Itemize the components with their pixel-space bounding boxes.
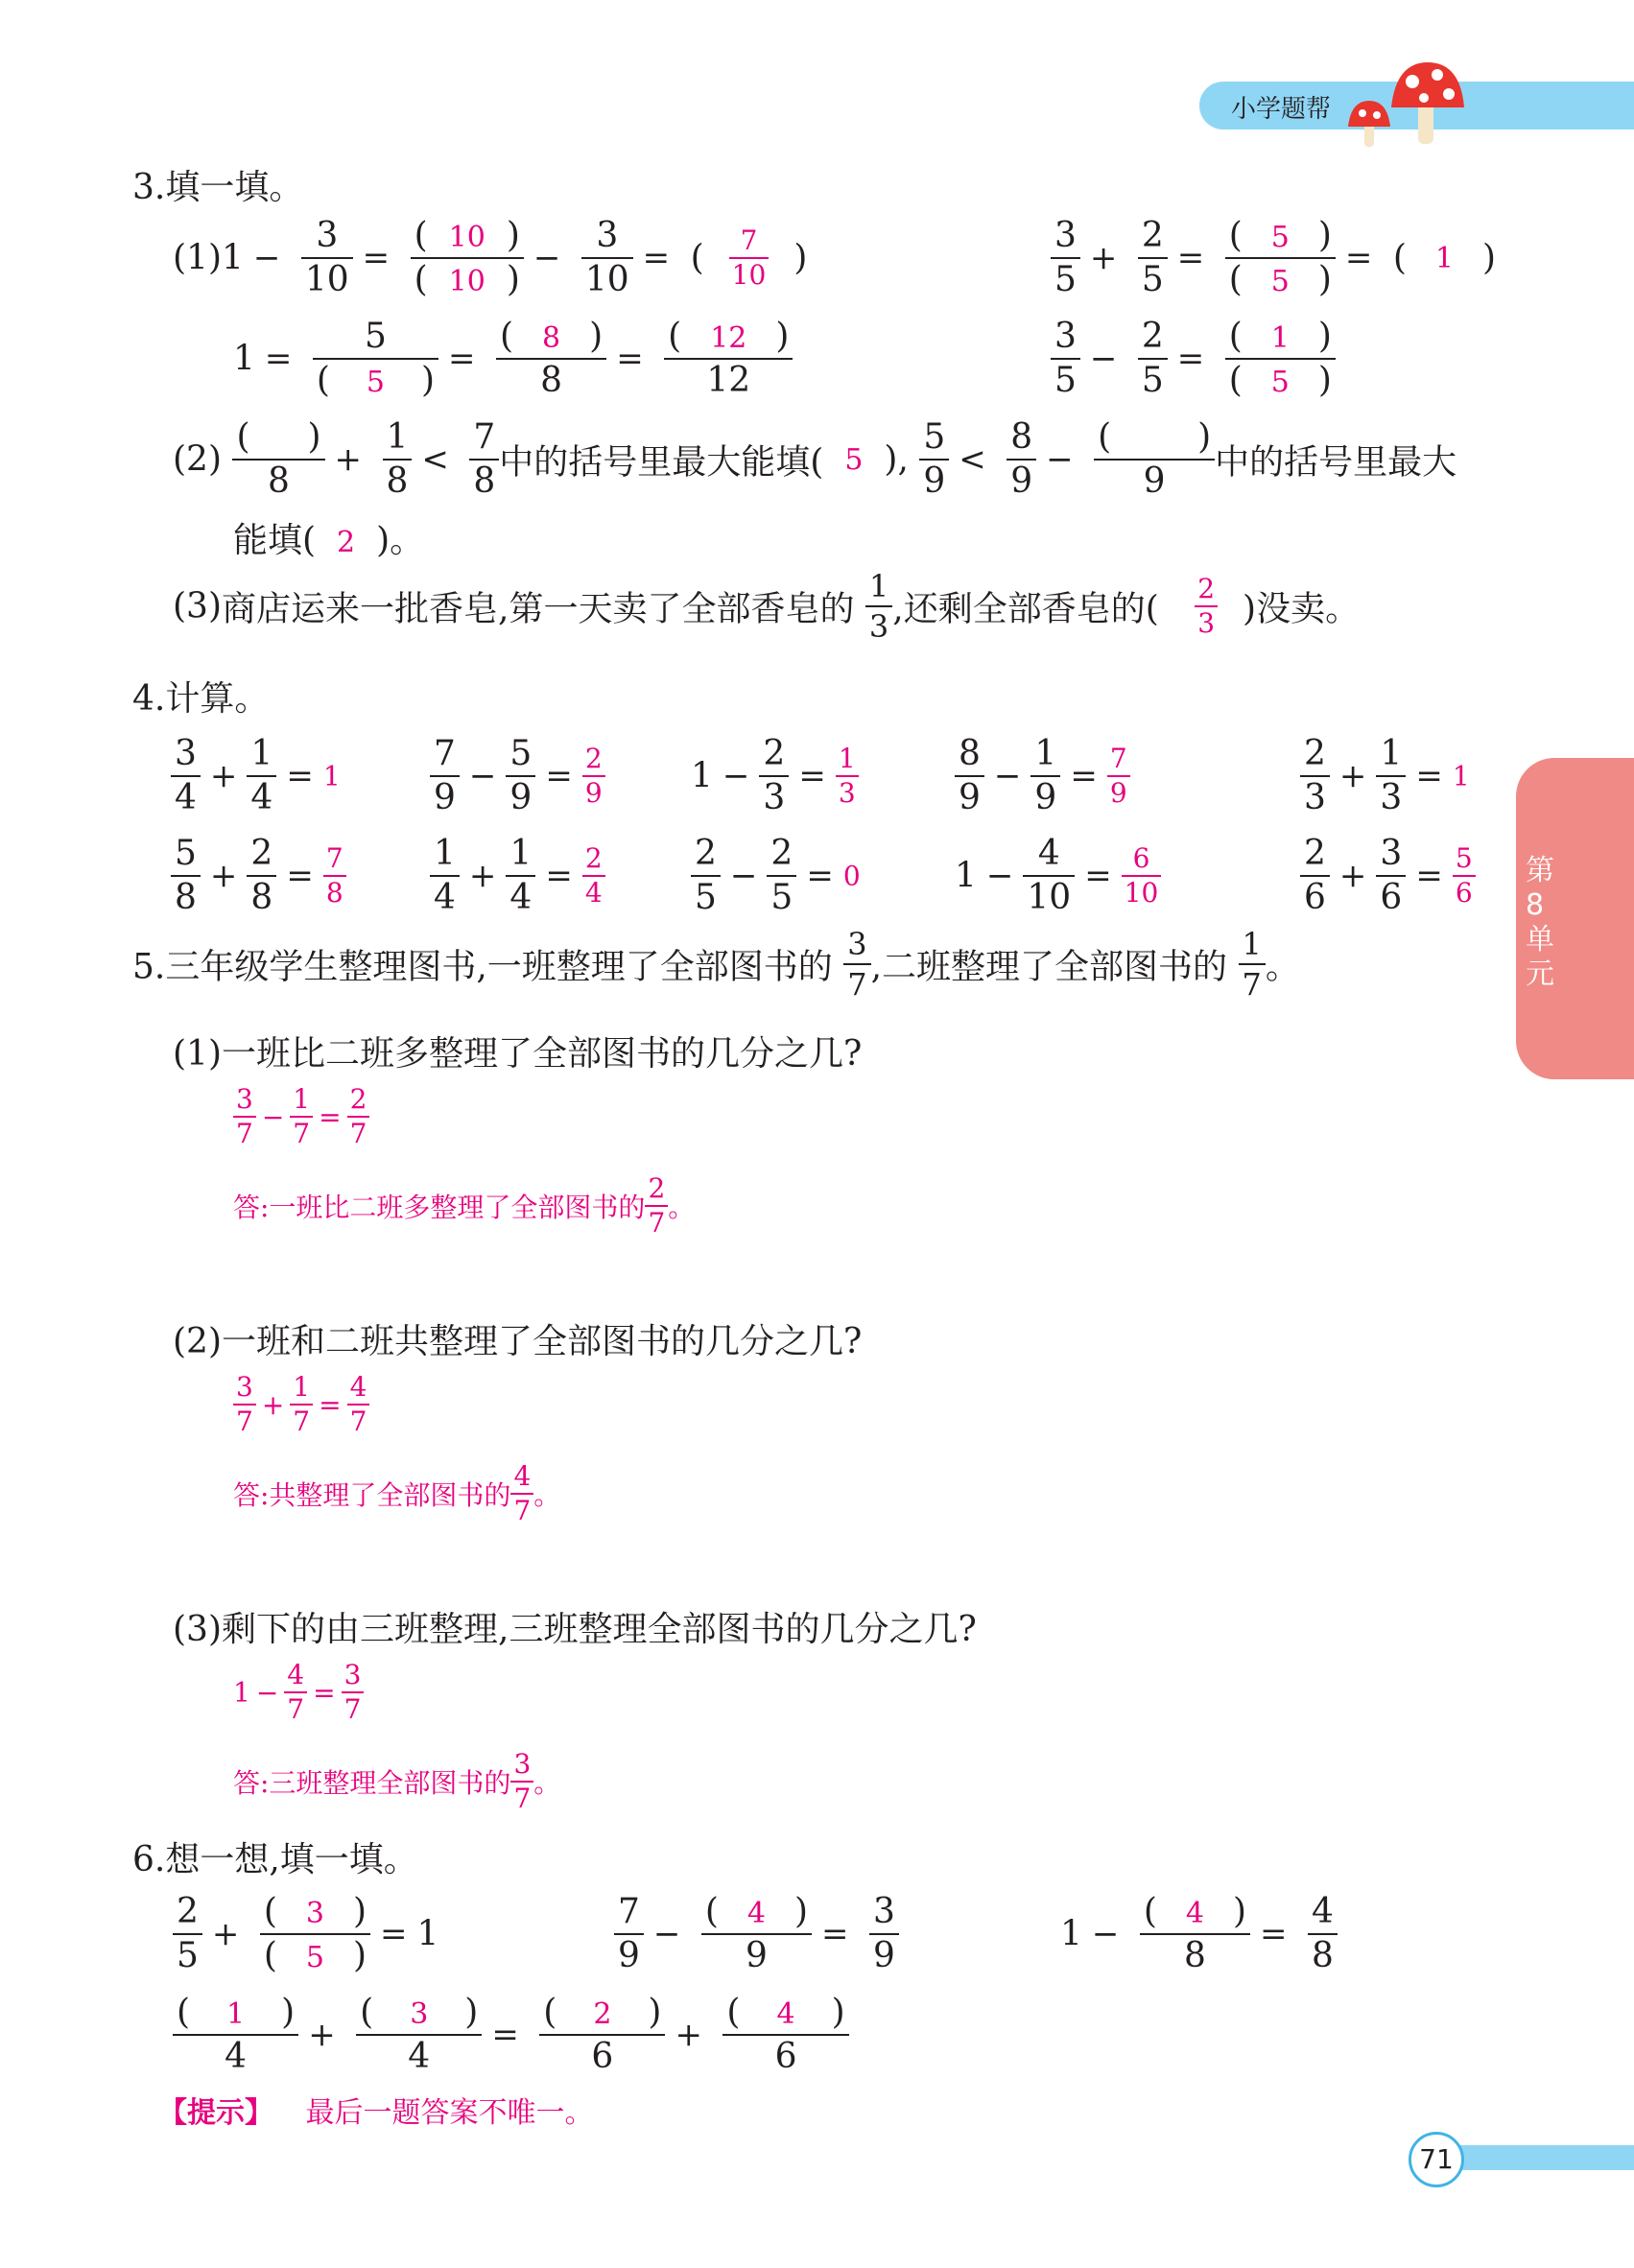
q5-sub2-question: (2)一班和二班共整理了全部图书的几分之几? — [173, 1322, 863, 1361]
operand: $\frac{3}{6}$ — [1376, 837, 1406, 915]
operand: $\frac{1}{4}$ — [506, 837, 535, 915]
operand: $\frac{8}{9}$ — [955, 737, 984, 815]
q4-item: $\frac{2}{5}$ − $\frac{2}{5}$ = 0 — [691, 837, 861, 915]
answer: $\frac{7}{8}$ — [323, 845, 346, 907]
answer: $\frac{7}{9}$ — [1107, 745, 1130, 807]
q5-sub1-question: (1)一班比二班多整理了全部图书的几分之几? — [173, 1034, 863, 1074]
q3-p3: (3)商店运来一批香皂,第一天卖了全部香皂的 $\frac{1}{3}$ ,还剩全部香皂的( $\frac{2}{3}$ )没卖。 — [173, 568, 1361, 645]
answer: 1 — [322, 760, 341, 792]
q6-title: 6.想一想,填一填。 — [132, 1840, 418, 1879]
q4-title: 4.计算。 — [132, 679, 270, 719]
q5-sub1-answer: 答:一班比二班多整理了全部图书的 $\frac{2}{7}$ 。 — [233, 1172, 696, 1239]
q4-item: 1 − $\frac{2}{3}$ = $\frac{1}{3}$ — [691, 737, 859, 815]
q5-sub3-answer: 答:三班整理全部图书的 $\frac{3}{7}$ 。 — [233, 1748, 561, 1814]
operand: $\frac{2}{8}$ — [247, 837, 276, 915]
operand: $\frac{5}{8}$ — [171, 837, 201, 915]
q5-sub2-equation: $\frac{3}{7}$ + $\frac{1}{7}$ = $\frac{4}{7}$ — [233, 1374, 369, 1435]
side-tab-label: 第8单元 — [1526, 854, 1554, 991]
operand: $\frac{2}{5}$ — [767, 837, 796, 915]
operand: $\frac{7}{9}$ — [430, 737, 460, 815]
q3-p2-line2: 能填( 2 )。 — [233, 521, 425, 560]
operand: $\frac{2}{6}$ — [1300, 837, 1330, 915]
result: $\frac{2}{7}$ — [347, 1086, 370, 1147]
operand: $\frac{1}{7}$ — [290, 1086, 313, 1147]
q4-item: $\frac{1}{4}$ + $\frac{1}{4}$ = $\frac{2}{4}$ — [430, 837, 605, 915]
q4-item: $\frac{2}{3}$ + $\frac{1}{3}$ = 1 — [1300, 737, 1470, 815]
operand: $\frac{3}{7}$ — [233, 1086, 256, 1147]
operand: $\frac{5}{9}$ — [506, 737, 535, 815]
q5-sub3-equation: 1 − $\frac{4}{7}$ = $\frac{3}{7}$ — [233, 1662, 364, 1723]
q4-item: 1 − $\frac{4}{10}$ = $\frac{6}{10}$ — [955, 837, 1161, 915]
q5-sub3-question: (3)剩下的由三班整理,三班整理全部图书的几分之几? — [173, 1610, 977, 1649]
answer: 1 — [1452, 760, 1470, 792]
operand: $\frac{3}{4}$ — [171, 737, 201, 815]
q4-item: $\frac{8}{9}$ − $\frac{1}{9}$ = $\frac{7}{9}$ — [955, 737, 1130, 815]
q4-item: $\frac{3}{4}$ + $\frac{1}{4}$ = 1 — [171, 737, 341, 815]
answer: $\frac{1}{3}$ — [836, 745, 859, 807]
q3-p1-eq-c: 1 = $\frac{5}{( 5 )}$ = $\frac{( 8 )}{8}$ = $\frac{( 12 )}{12}$ — [233, 319, 793, 398]
operand: $\frac{1}{4}$ — [247, 737, 276, 815]
operand: $\frac{1}{7}$ — [290, 1374, 313, 1435]
q3-p1-eq-a: (1)1 − $\frac{3}{10}$ = $\frac{( 10 )}{( 10 )}$ − $\frac{3}{10}$ = ( $\frac{7}{10}$ ) — [173, 216, 808, 299]
answer: 0 — [842, 860, 861, 892]
operand: $\frac{4}{7}$ — [284, 1662, 307, 1723]
answer: $\frac{5}{6}$ — [1453, 845, 1476, 907]
q3-title: 3.填一填。 — [132, 168, 304, 207]
q3-p1-eq-b: $\frac{3}{5}$ + $\frac{2}{5}$ = $\frac{( 5 )}{( 5 )}$ = ( 1 ) — [1051, 219, 1496, 297]
q4-item: $\frac{7}{9}$ − $\frac{5}{9}$ = $\frac{2}{9}$ — [430, 737, 605, 815]
operand: 1 — [955, 856, 977, 896]
operand: $\frac{2}{3}$ — [759, 737, 789, 815]
operand: $\frac{4}{10}$ — [1023, 837, 1075, 915]
header-brand: 小学题帮 — [1231, 95, 1332, 124]
operand: 1 — [691, 756, 713, 796]
hint: 【提示】 最后一题答案不唯一。 — [158, 2096, 594, 2130]
operand: $\frac{1}{3}$ — [1376, 737, 1406, 815]
operand: $\frac{3}{7}$ — [233, 1374, 256, 1435]
q3-p1-eq-d: $\frac{3}{5}$ − $\frac{2}{5}$ = $\frac{( 1 )}{( 5 )}$ — [1051, 319, 1336, 398]
operand: $\frac{2}{3}$ — [1300, 737, 1330, 815]
result: $\frac{3}{7}$ — [342, 1662, 365, 1723]
q4-item: $\frac{5}{8}$ + $\frac{2}{8}$ = $\frac{7}{8}$ — [171, 837, 346, 915]
operand: 1 — [233, 1676, 250, 1709]
q5-title: 5.三年级学生整理图书,一班整理了全部图书的 $\frac{3}{7}$ ,二班整理了全部图书的 $\frac{1}{7}$ 。 — [132, 926, 1300, 1003]
q6-eq-3: 1 − $\frac{( 4 )}{8}$ = $\frac{4}{8}$ — [1060, 1895, 1338, 1973]
result: $\frac{4}{7}$ — [347, 1374, 370, 1435]
q3-p2-line1: (2) $\frac{( )}{8}$ + $\frac{1}{8}$ < $\frac{7}{8}$ 中的括号里最大能填( 5 ), $\frac{5}{9}$ < $\frac{8}{9}$ − $\frac{( )}{9}$ 中的括号里最大 — [173, 417, 1457, 501]
answer: $\frac{2}{9}$ — [582, 745, 605, 807]
q4-item: $\frac{2}{6}$ + $\frac{3}{6}$ = $\frac{5}{6}$ — [1300, 837, 1476, 915]
q5-sub1-equation: $\frac{3}{7}$ − $\frac{1}{7}$ = $\frac{2}{7}$ — [233, 1086, 369, 1147]
mushroom-icon — [1343, 58, 1468, 149]
q6-eq-2: $\frac{7}{9}$ − $\frac{( 4 )}{9}$ = $\frac{3}{9}$ — [614, 1895, 899, 1973]
q6-eq-4: $\frac{( 1 )}{4}$ + $\frac{( 3 )}{4}$ = $\frac{( 2 )}{6}$ + $\frac{( 4 )}{6}$ — [173, 1996, 849, 2074]
answer: $\frac{6}{10}$ — [1122, 845, 1162, 907]
footer-bar — [1439, 2145, 1634, 2170]
operand: $\frac{2}{5}$ — [691, 837, 721, 915]
q5-sub2-answer: 答:共整理了全部图书的 $\frac{4}{7}$ 。 — [233, 1460, 561, 1526]
operand: $\frac{1}{9}$ — [1030, 737, 1060, 815]
operand: $\frac{1}{4}$ — [430, 837, 460, 915]
page-number: 71 — [1409, 2132, 1464, 2187]
q6-eq-1: $\frac{2}{5}$ + $\frac{( 3 )}{( 5 )}$ = 1 — [173, 1895, 438, 1973]
answer: $\frac{2}{4}$ — [582, 845, 605, 907]
